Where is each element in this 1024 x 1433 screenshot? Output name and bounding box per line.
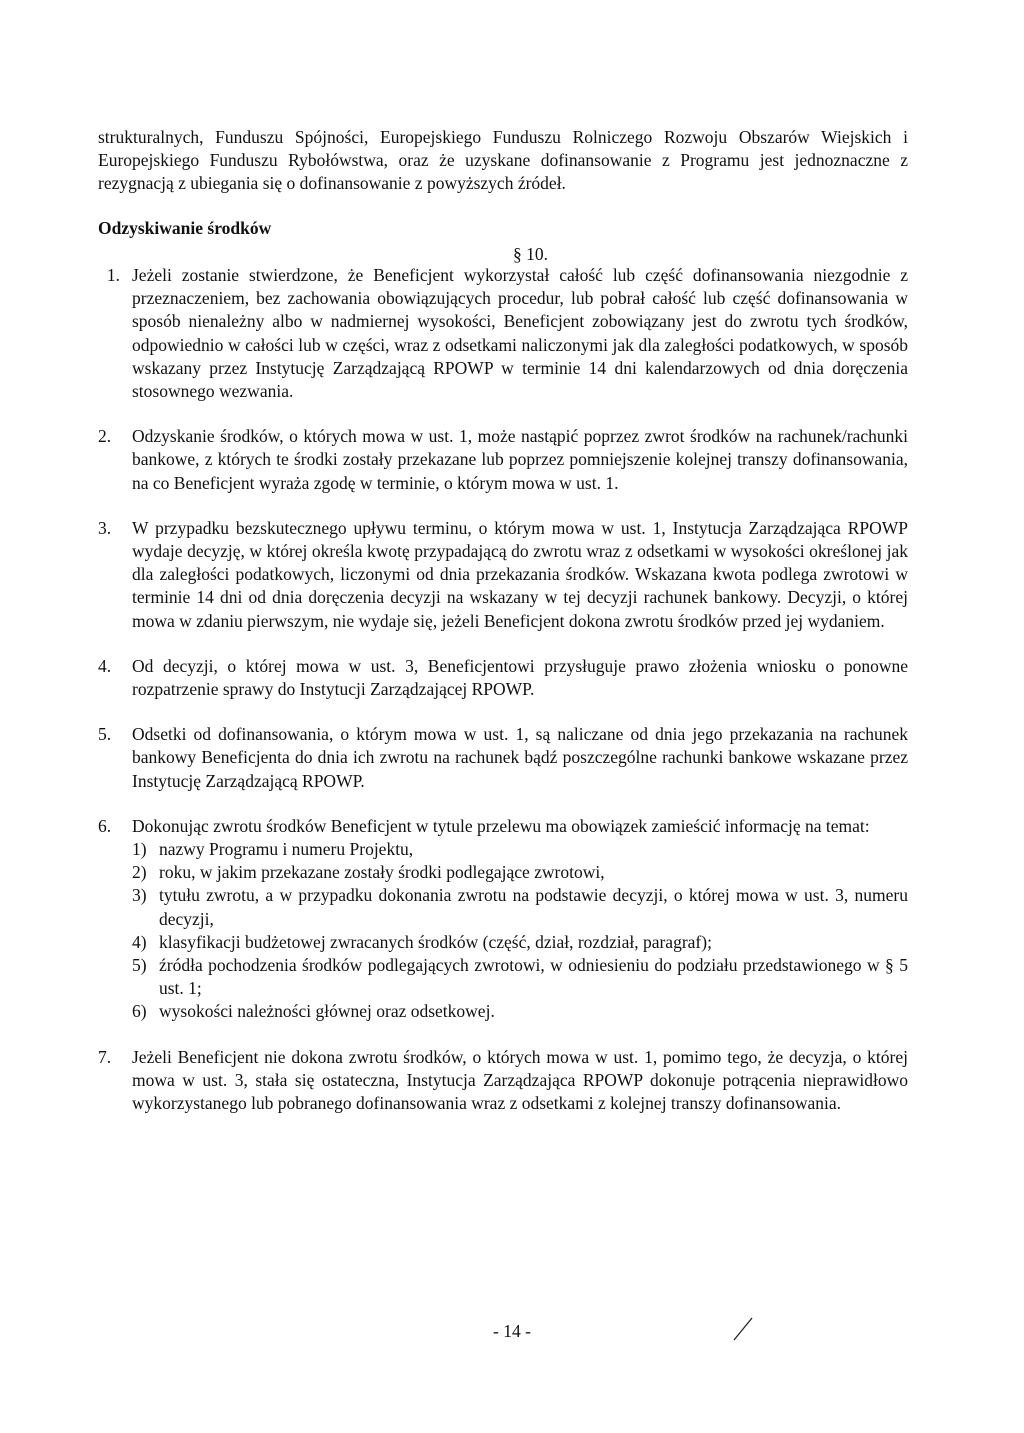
sub-item-text: roku, w jakim przekazane zostały środki podlegające zwrotowi, [159, 862, 605, 883]
clause-text: Jeżeli Beneficjent nie dokona zwrotu środków, o których mowa w ust. 1, pomimo tego, że decyzja, o której mowa w ust. 3, stała się ostateczna, Instytucja Zarządzająca RPOWP dokonuje potrącenia nieprawidłowo wykorzystanego lub pobranego dofinansowania wraz z odsetkami z kolejnej transzy dofinansowania. [132, 1046, 908, 1114]
handwritten-mark-icon [732, 1316, 754, 1342]
clause-list [98, 264, 908, 1115]
clause-5 [98, 723, 908, 793]
page-number: - 14 - [493, 1321, 531, 1341]
clause-number: 4. [98, 655, 112, 676]
sub-item-number: 6) [132, 1001, 147, 1022]
sub-item-2 [132, 861, 908, 884]
clause-text: Odsetki od dofinansowania, o którym mowa w ust. 1, są naliczane od dnia jego przekazania na rachunek bankowy Beneficjenta do dnia ich zwrotu na rachunek bądź poszczególne rachunki bankowe wskazane przez Instytucję Zarządzającą RPOWP. [132, 724, 908, 791]
sub-item-number: 4) [132, 931, 147, 952]
clause-3 [98, 517, 908, 633]
clause-text: Dokonując zwrotu środków Beneficjent w tytule przelewu ma obowiązek zamieścić informację na temat: [132, 815, 870, 836]
clause-7 [98, 1046, 908, 1116]
clause-number: 7. [98, 1046, 112, 1067]
sub-item-text: nazwy Programu i numeru Projektu, [159, 839, 414, 860]
clause-2 [98, 425, 908, 495]
sub-item-6 [132, 1000, 908, 1023]
section-number: § 10. [513, 244, 548, 264]
clause-6 [98, 815, 908, 1024]
clause-number: 2. [98, 426, 112, 447]
clause-text: Odzyskanie środków, o których mowa w ust. 1, może nastąpić poprzez zwrot środków na rachunek/rachunki bankowe, z których te środki zostały przekazane lub poprzez pomniejszenie kolejnej transzy dofinansowania, na co Beneficjent wyraża zgodę w terminie, o którym mowa w ust. 1. [132, 426, 908, 493]
clause-text: W przypadku bezskutecznego upływu terminu, o którym mowa w ust. 1, Instytucja Zarządzająca RPOWP wydaje decyzję, w której określa kwotę przypadającą do zwrotu wraz z odsetkami w wysokości określonej jak dla zaległości podatkowych, liczonymi od dnia przekazania środków. Wskazana kwota podlega zwrotowi w terminie 14 dni od dnia doręczenia decyzji na wskazany w tej decyzji rachunek bankowy. Decyzji, o której mowa w zdaniu pierwszym, nie wydaje się, jeżeli Beneficjent dokona zwrotu środków przed jej wydaniem. [132, 517, 908, 631]
clause-text: Od decyzji, o której mowa w ust. 3, Beneficjentowi przysługuje prawo złożenia wniosku o ponowne rozpatrzenie sprawy do Instytucji Zarządzającej RPOWP. [132, 655, 908, 700]
intro-paragraph: strukturalnych, Funduszu Spójności, Europejskiego Funduszu Rolniczego Rozwoju Obszarów Wiejskich i Europejskiego Funduszu Rybołówstwa, oraz że uzyskane dofinansowanie z Programu jest jednoznaczne z rezygnacją z ubiegania się o dofinansowanie z powyższych źródeł. [98, 127, 908, 194]
sub-item-text: klasyfikacji budżetowej zwracanych środków (część, dział, rozdział, paragraf); [159, 931, 712, 952]
clause-body [132, 815, 908, 1024]
clause-4 [98, 655, 908, 701]
sub-item-3 [132, 884, 908, 930]
clause-number: 3. [98, 517, 112, 538]
sub-item-text: źródła pochodzenia środków podlegających zwrotowi, w odniesieniu do podziału przedstawionego w § 5 ust. 1; [159, 955, 908, 999]
clause-number: 6. [98, 815, 112, 836]
sub-item-1 [132, 838, 908, 861]
clause-1 [98, 264, 908, 403]
sub-item-text: wysokości należności głównej oraz odsetkowej. [159, 1001, 495, 1022]
sub-item-number: 5) [132, 955, 147, 976]
section-heading: Odzyskiwanie środków [98, 218, 272, 238]
clause-number: 5. [98, 724, 112, 745]
sub-item-4 [132, 931, 908, 954]
clause-text: Jeżeli zostanie stwierdzone, że Beneficjent wykorzystał całość lub część dofinansowania niezgodnie z przeznaczeniem, bez zachowania obowiązujących procedur, lub pobrał całość lub część dofinansowania w sposób nienależny albo w nadmiernej wysokości, Beneficjent zobowiązany jest do zwrotu tych środków, odpowiednio w całości lub w części, wraz z odsetkami naliczonymi jak dla zaległości podatkowych, w sposób wskazany przez Instytucję Zarządzającą RPOWP w terminie 14 dni kalendarzowych od dnia doręczenia stosownego wezwania. [132, 265, 908, 402]
sub-item-5 [132, 954, 908, 1000]
sub-item-number: 2) [132, 862, 147, 883]
clause-number: 1. [106, 265, 120, 285]
sub-item-number: 1) [132, 839, 147, 860]
sub-item-text: tytułu zwrotu, a w przypadku dokonania zwrotu na podstawie decyzji, o której mowa w ust. 3, numeru decyzji, [159, 885, 908, 929]
sub-item-number: 3) [132, 885, 147, 906]
